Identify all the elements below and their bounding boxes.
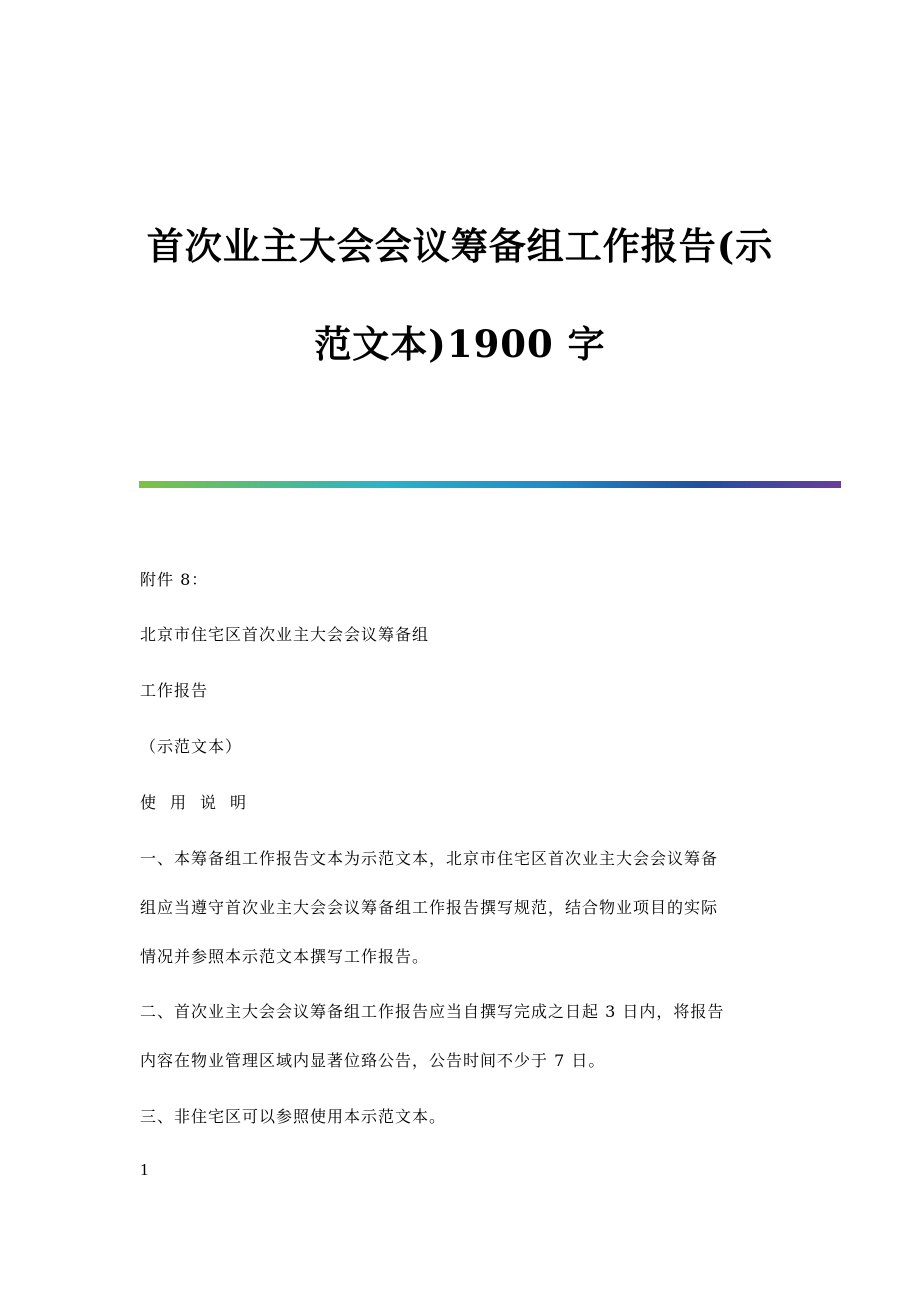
usage-heading: 使用说明: [140, 793, 261, 812]
document-heading-1: 北京市住宅区首次业主大会会议筹备组: [140, 625, 430, 644]
item-1-line-2: 组应当遵守首次业主大会会议筹备组工作报告撰写规范，结合物业项目的实际: [140, 898, 719, 917]
document-heading-3: （示范文本）: [140, 737, 243, 756]
page-number: 1: [140, 1160, 149, 1179]
document-title-line-1: 首次业主大会会议筹备组工作报告(示: [146, 224, 774, 268]
item-1-line-3: 情况并参照本示范文本撰写工作报告。: [140, 947, 430, 966]
document-title-line-2: 范文本)1900 字: [314, 322, 606, 366]
item-1-line-1: 一、本筹备组工作报告文本为示范文本，北京市住宅区首次业主大会会议筹备: [140, 849, 719, 868]
item-2-line-2: 内容在物业管理区域内显著位臵公告，公告时间不少于 7 日。: [140, 1051, 606, 1070]
item-3-line-1: 三、非住宅区可以参照使用本示范文本。: [140, 1107, 447, 1126]
document-heading-2: 工作报告: [140, 681, 209, 700]
gradient-divider: [139, 481, 841, 488]
attachment-label: 附件 8：: [140, 570, 209, 589]
item-2-line-1: 二、首次业主大会会议筹备组工作报告应当自撰写完成之日起 3 日内，将报告: [140, 1002, 725, 1021]
